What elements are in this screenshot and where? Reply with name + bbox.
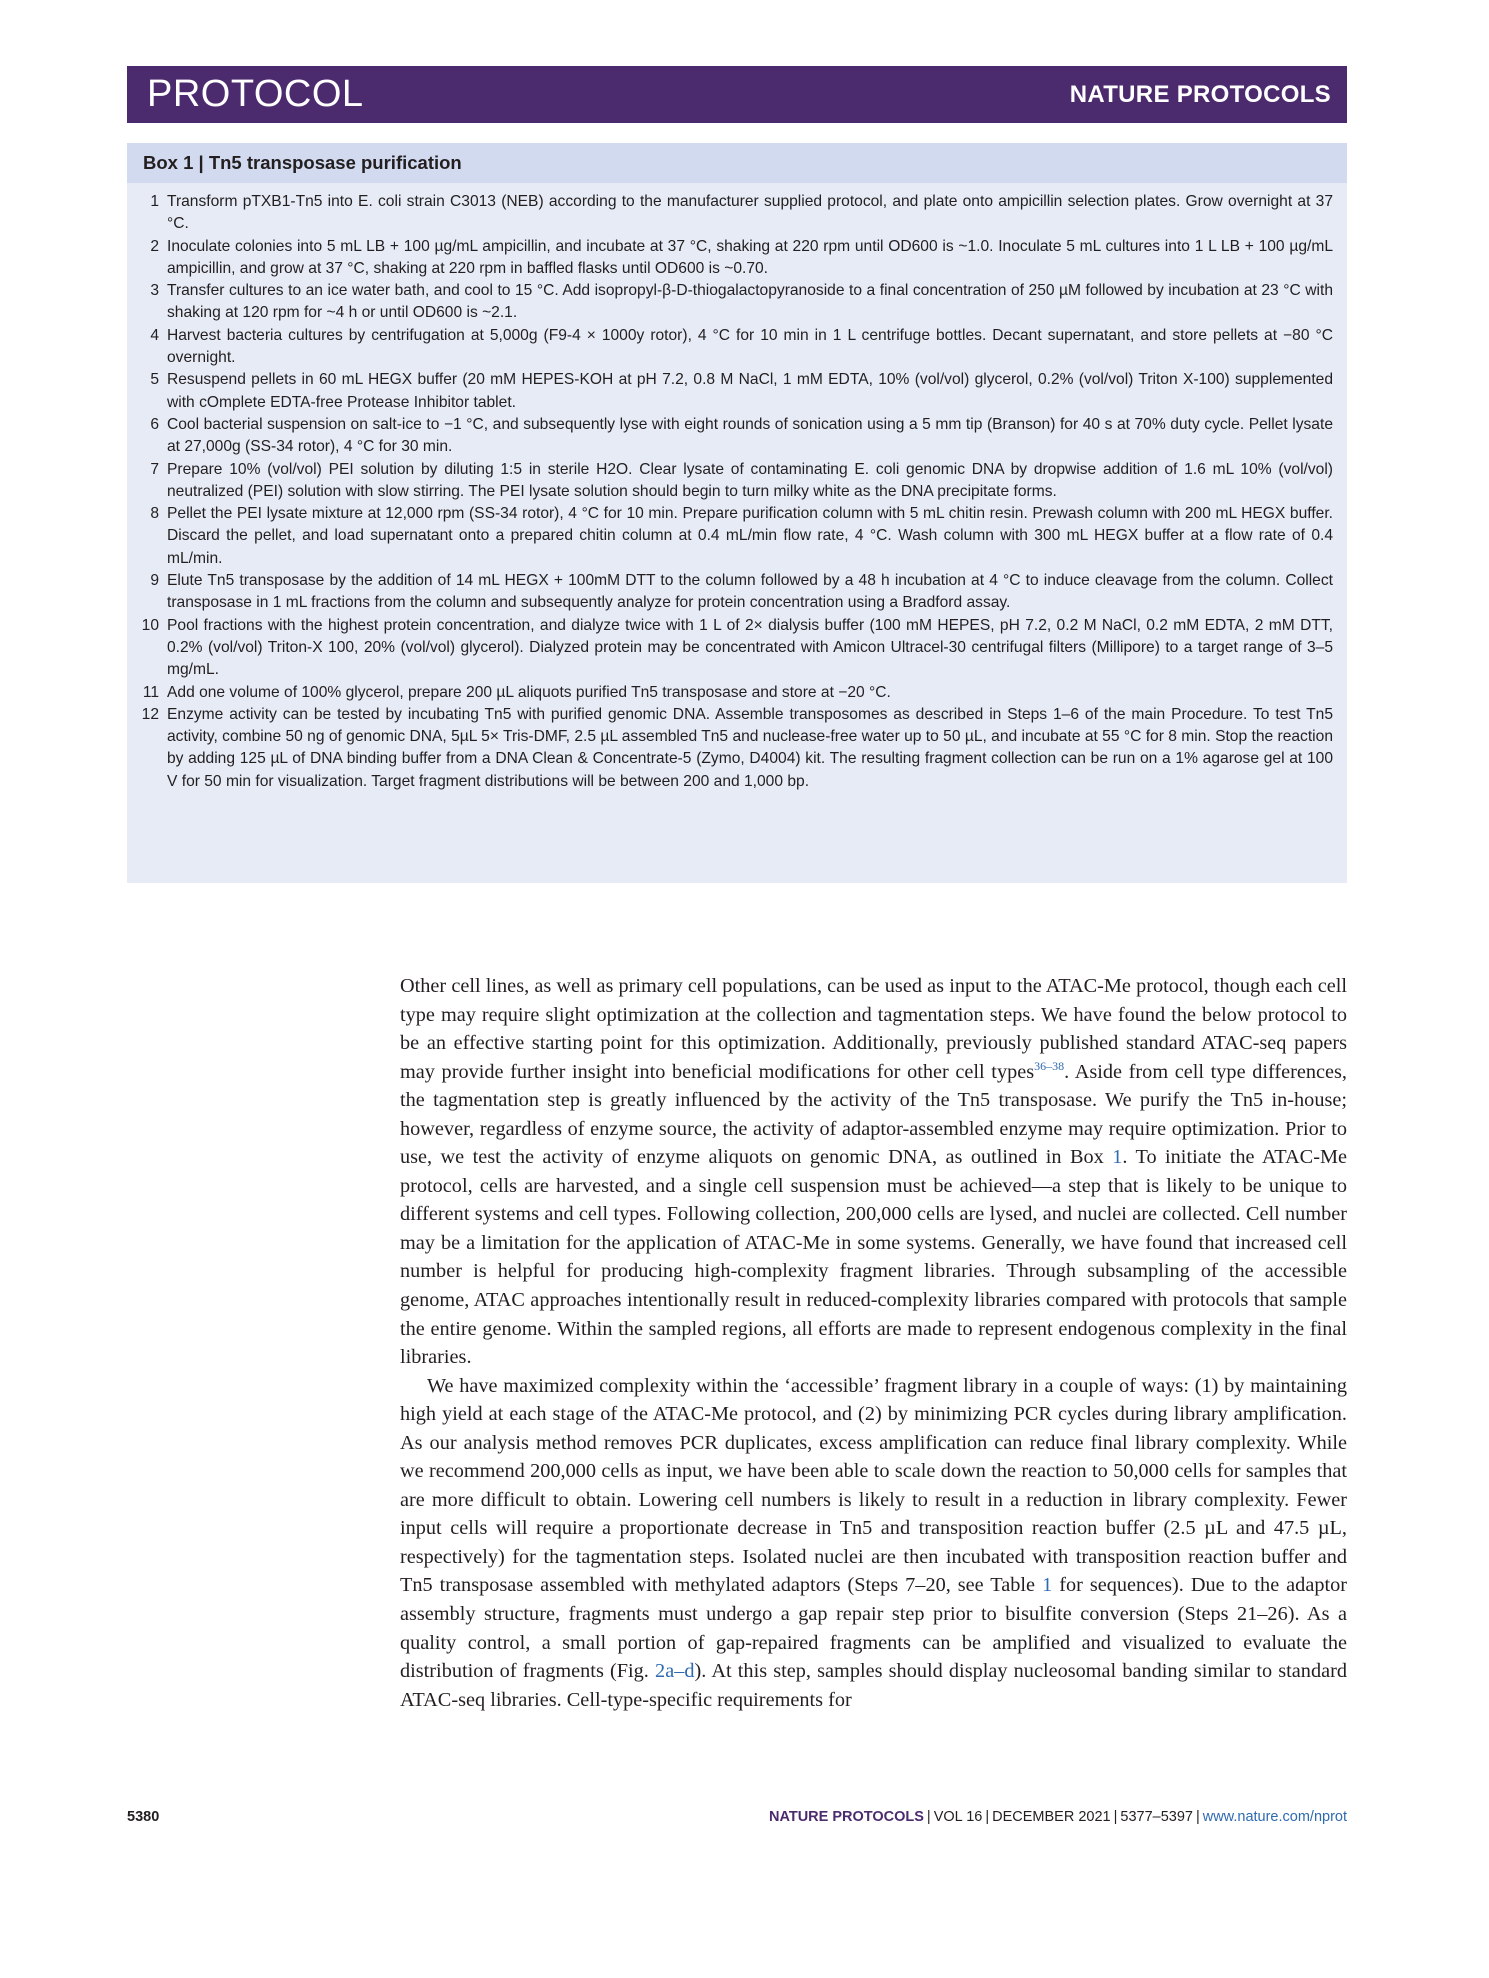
box-step (127, 704, 1333, 793)
box-step-text: Add one volume of 100% glycerol, prepare 200 µL aliquots purified Tn5 transposase and store at −20 °C. (167, 683, 891, 701)
box-step-text: Harvest bacteria cultures by centrifugation at 5,000g (F9-4 × 1000y rotor), 4 °C for 10 min in 1 L centrifuge bottles. Decant supernatant, and store pellets at −80 °C overnight. (167, 326, 1333, 367)
box-step-text: Transfer cultures to an ice water bath, and cool to 15 °C. Add isopropyl-β-D-thiogalactopyranoside to a final concentration of 250 µM followed by incubation at 23 °C with shaking at 120 rpm for ~4 h or until OD600 is ~2.1. (167, 282, 1333, 322)
box-step (127, 682, 1333, 704)
box-step (127, 325, 1333, 370)
box-step-number: 6 (150, 415, 159, 433)
box-step-text: Transform pTXB1-Tn5 into E. coli strain C3013 (NEB) according to the manufacturer supplied protocol, and plate onto ampicillin selection plates. Grow overnight at 37 °C. (167, 193, 1333, 233)
box-step-number: 8 (150, 505, 159, 523)
box-step-number: 11 (142, 683, 159, 701)
box-step-text: Cool bacterial suspension on salt-ice to −1 °C, and subsequently lyse with eight rounds of sonication using a 5 mm tip (Branson) for 40 s at 70% duty cycle. Pellet lysate at 27,000g (SS-34 rotor), 4 °C for 30 min. (167, 415, 1333, 456)
box-step (127, 236, 1333, 281)
footer-pages: 5377–5397 (1120, 1809, 1193, 1825)
figure-link[interactable]: 2a–d (655, 1660, 695, 1683)
header-bar (127, 66, 1347, 123)
box-step (127, 459, 1333, 504)
box-step-number: 1 (150, 193, 159, 210)
footer-volume: VOL 16 (933, 1809, 983, 1825)
box-step (127, 615, 1333, 682)
box-step (127, 191, 1333, 236)
box-step-text: Enzyme activity can be tested by incubating Tn5 with purified genomic DNA. Assemble transposomes as described in Steps 1–6 of the main Procedure. To test Tn5 activity, combine 50 ng of genomic DNA, 5µL 5× Tris-DMF, 2.5 µL assembled Tn5 and nuclease-free water up to 50 µL, and incubate at 55 °C for 8 min. Stop the reaction by adding 125 µL of DNA binding buffer from a DNA Clean & Concentrate-5 (Zymo, D4004) kit. The resulting fragment collection can be run on a 1% agarose gel at 100 V for 50 min for visualization. Target fragment distributions will be between 200 and 1,000 bp. (167, 705, 1333, 790)
box-step (127, 369, 1333, 414)
box-step-number: 9 (150, 572, 159, 590)
footer-date: DECEMBER 2021 (992, 1809, 1111, 1825)
box-step (127, 280, 1333, 325)
box-link[interactable]: 1 (1112, 1146, 1123, 1169)
box-step-number: 2 (150, 237, 159, 255)
box-step (127, 503, 1333, 570)
table-link[interactable]: 1 (1042, 1574, 1053, 1597)
box-title: Box 1 | Tn5 transposase purification (127, 143, 1347, 183)
box-step-text: Prepare 10% (vol/vol) PEI solution by diluting 1:5 in sterile H2O. Clear lysate of contaminating E. coli genomic DNA by dropwise addition of 1.6 mL 10% (vol/vol) neutralized (PEI) solution with slow stirring. The PEI lysate solution should begin to turn milky white as the DNA precipitate forms. (167, 460, 1333, 500)
page-number: 5380 (127, 1809, 160, 1825)
reference-link[interactable]: 36–38 (1034, 1058, 1065, 1073)
box-step-number: 4 (150, 326, 159, 344)
box-step-number: 5 (150, 371, 159, 389)
box-step-text: Inoculate colonies into 5 mL LB + 100 µg/mL ampicillin, and incubate at 37 °C, shaking at 220 rpm until OD600 is ~1.0. Inoculate 5 mL cultures into 1 L LB + 100 µg/mL ampicillin, and grow at 37 °C, shaking at 220 rpm in baffled flasks until OD600 is ~0.70. (167, 237, 1333, 277)
box-step-number: 10 (141, 616, 159, 634)
box-step (127, 414, 1333, 459)
box-step-text: Pellet the PEI lysate mixture at 12,000 rpm (SS-34 rotor), 4 °C for 10 min. Prepare purification column with 5 mL chitin resin. Prewash column with 200 mL HEGX buffer. Discard the pellet, and load supernatant onto a prepared chitin column at 0.4 mL/min flow rate, 4 °C. Wash column with 300 mL HEGX buffer at a flow rate of 0.4 mL/min. (167, 505, 1333, 567)
box-step-number: 7 (150, 460, 159, 478)
main-body-text (400, 972, 1347, 1714)
section-label: PROTOCOL (147, 73, 364, 115)
box-step-number: 12 (141, 705, 159, 723)
footer-url[interactable]: www.nature.com/nprot (1202, 1809, 1347, 1825)
box-step-number: 3 (150, 282, 159, 300)
box-1 (127, 143, 1347, 883)
footer-citation: NATURE PROTOCOLS | VOL 16 | DECEMBER 2021 | 5377–5397 | www.nature.com/nprot (768, 1809, 1347, 1825)
body-paragraph-1: Other cell lines, as well as primary cell populations, can be used as input to the ATAC-Me protocol, though each cell type may require slight optimization at the collection and tagmentation steps. We have found the below protocol to be an effective starting point for this optimization. Additionally, previously published standard ATAC-seq papers may provide further insight into beneficial modifications for other cell types$^{36-38}$. Aside from cell type differences, the tagmentation step is greatly influenced by the activity of the Tn5 transposase. We purify the Tn5 in-house; however, regardless of enzyme source, the activity of adaptor-assembled enzyme may require optimization. Prior to use, we test the activity of enzyme aliquots on genomic DNA, as outlined in Box 1. To initiate the ATAC-Me protocol, cells are harvested, and a single cell suspension must be achieved—a step that is likely to be unique to different systems and cell types. Following collection, 200,000 cells are lysed, and nuclei are collected. Cell number may be a limitation for the application of ATAC-Me in some systems. Generally, we have found that increased cell number is helpful for producing high-complexity fragment libraries. Through subsampling of the accessible genome, ATAC approaches intentionally result in reduced-complexity libraries compared with protocols that sample the entire genome. Within the sampled regions, all efforts are made to represent endogenous complexity in the final libraries. (400, 975, 1347, 1369)
journal-name: NATURE PROTOCOLS (1069, 80, 1331, 108)
box-step-text: Pool fractions with the highest protein concentration, and dialyze twice with 1 L of 2× dialysis buffer (100 mM HEPES, pH 7.2, 0.2 M NaCl, 0.2 mM EDTA, 2 mM DTT, 0.2% (vol/vol) Triton-X 100, 20% (vol/vol) glycerol). Dialyzed protein may be concentrated with Amicon Ultracel-30 centrifugal filters (Millipore) to a target range of 3–5 mg/mL. (167, 616, 1333, 679)
box-step-list (127, 183, 1347, 793)
page-footer (127, 1806, 1347, 1828)
footer-journal: NATURE PROTOCOLS (768, 1809, 924, 1825)
box-step-text: Elute Tn5 transposase by the addition of 14 mL HEGX + 100mM DTT to the column followed by a 48 h incubation at 4 °C to induce cleavage from the column. Collect transposase in 1 mL fractions from the column and subsequently analyze for protein concentration using a Bradford assay. (167, 572, 1333, 612)
body-paragraph-2: We have maximized complexity within the ‘accessible’ fragment library in a couple of ways: (1) by maintaining high yield at each stage of the ATAC-Me protocol, and (2) by minimizing PCR cycles during library amplification. As our analysis method removes PCR duplicates, excess amplification can reduce final library complexity. While we recommend 200,000 cells as input, we have been able to scale down the reaction to 50,000 cells for samples that are more difficult to obtain. Lowering cell numbers is likely to result in a reduction in library complexity. Fewer input cells will require a proportionate decrease in Tn5 and transposition reaction buffer (2.5 µL and 47.5 µL, respectively) for the tagmentation steps. Isolated nuclei are then incubated with transposition reaction buffer and Tn5 transposase assembled with methylated adaptors (Steps 7–20, see Table 1 for sequences). Due to the adaptor assembly structure, fragments must undergo a gap repair step prior to bisulfite conversion (Steps 21–26). As a quality control, a small portion of gap-repaired fragments can be amplified and visualized to evaluate the distribution of fragments (Fig. 2a–d). At this step, samples should display nucleosomal banding similar to standard ATAC-seq libraries. Cell-type-specific requirements for (400, 1374, 1347, 1711)
box-step (127, 570, 1333, 615)
box-step-text: Resuspend pellets in 60 mL HEGX buffer (20 mM HEPES-KOH at pH 7.2, 0.8 M NaCl, 1 mM EDTA, 10% (vol/vol) glycerol, 0.2% (vol/vol) Triton X-100) supplemented with cOmplete EDTA-free Protease Inhibitor tablet. (167, 371, 1333, 411)
